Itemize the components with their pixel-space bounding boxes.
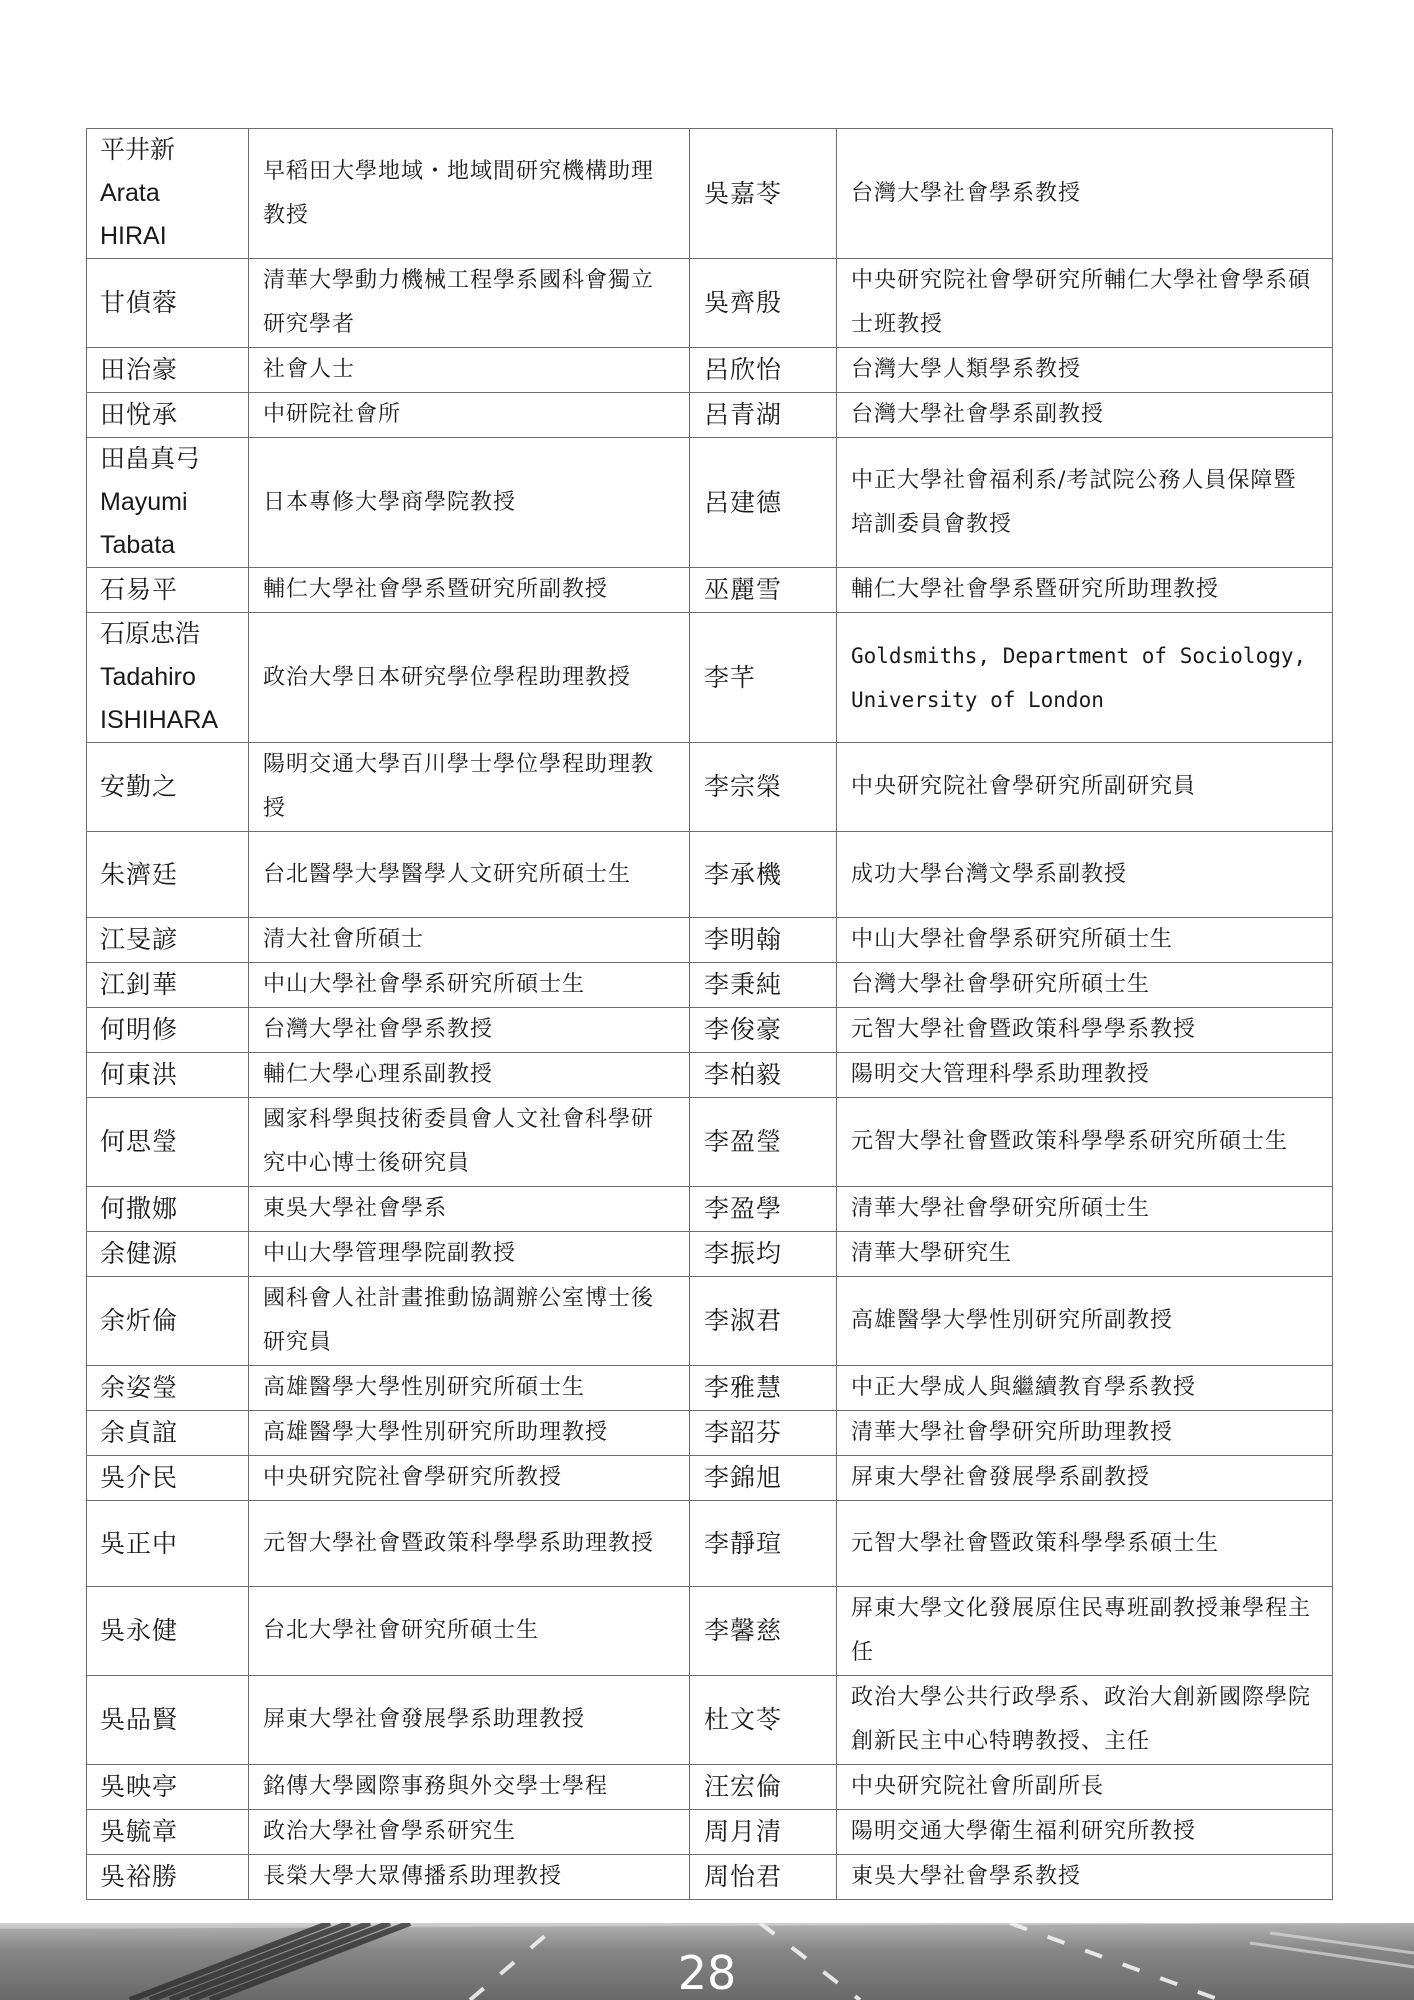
page-number: 28 [677, 1946, 737, 2000]
member-affiliation-left: 國家科學與技術委員會人文社會科學研究中心博士後研究員 [249, 1098, 690, 1187]
table-row [87, 1098, 1333, 1187]
member-affiliation-left: 屏東大學社會發展學系助理教授 [249, 1676, 690, 1765]
member-name-right: 李宗榮 [690, 743, 837, 832]
member-name-right: 巫麗雪 [690, 568, 837, 613]
member-affiliation-right: 中山大學社會學系研究所碩士生 [837, 918, 1333, 963]
member-affiliation-left: 東吳大學社會學系 [249, 1187, 690, 1232]
member-name-left: 安勤之 [87, 743, 249, 832]
member-affiliation-right: 元智大學社會暨政策科學學系碩士生 [837, 1501, 1333, 1587]
member-affiliation-right: 東吳大學社會學系教授 [837, 1855, 1333, 1900]
member-name-left: 何撒娜 [87, 1187, 249, 1232]
member-name-left: 江釗華 [87, 963, 249, 1008]
table-row [87, 1501, 1333, 1587]
member-affiliation-right: 中央研究院社會學研究所輔仁大學社會學系碩士班教授 [837, 259, 1333, 348]
member-name-left: 吳正中 [87, 1501, 249, 1587]
member-name-right: 呂欣怡 [690, 348, 837, 393]
member-name-left: 吳毓章 [87, 1810, 249, 1855]
table-row [87, 1676, 1333, 1765]
table-row [87, 1008, 1333, 1053]
member-affiliation-left: 高雄醫學大學性別研究所助理教授 [249, 1411, 690, 1456]
member-affiliation-right: 輔仁大學社會學系暨研究所助理教授 [837, 568, 1333, 613]
member-affiliation-left: 政治大學社會學系研究生 [249, 1810, 690, 1855]
member-affiliation-left: 高雄醫學大學性別研究所碩士生 [249, 1366, 690, 1411]
member-name-right: 李柏毅 [690, 1053, 837, 1098]
member-affiliation-right: 清華大學研究生 [837, 1232, 1333, 1277]
table-row [87, 613, 1333, 743]
member-name-left: 平井新 Arata HIRAI [87, 129, 249, 259]
table-row [87, 1411, 1333, 1456]
member-affiliation-right: 屏東大學文化發展原住民專班副教授兼學程主任 [837, 1587, 1333, 1676]
member-affiliation-left: 中山大學管理學院副教授 [249, 1232, 690, 1277]
member-affiliation-right: 政治大學公共行政學系、政治大創新國際學院創新民主中心特聘教授、主任 [837, 1676, 1333, 1765]
table-row [87, 259, 1333, 348]
member-affiliation-right: 陽明交通大學衛生福利研究所教授 [837, 1810, 1333, 1855]
member-name-right: 李靜瑄 [690, 1501, 837, 1587]
member-affiliation-right: 台灣大學社會學系教授 [837, 129, 1333, 259]
member-affiliation-left: 中央研究院社會學研究所教授 [249, 1456, 690, 1501]
member-affiliation-right: 清華大學社會學研究所碩士生 [837, 1187, 1333, 1232]
member-name-right: 李芊 [690, 613, 837, 743]
member-name-left: 石原忠浩 Tadahiro ISHIHARA [87, 613, 249, 743]
member-affiliation-right: 台灣大學人類學系教授 [837, 348, 1333, 393]
member-name-right: 吳齊殷 [690, 259, 837, 348]
member-name-right: 李馨慈 [690, 1587, 837, 1676]
table-row [87, 438, 1333, 568]
member-name-right: 李秉純 [690, 963, 837, 1008]
member-name-left: 吳裕勝 [87, 1855, 249, 1900]
member-affiliation-right: 台灣大學社會學系副教授 [837, 393, 1333, 438]
table-row [87, 393, 1333, 438]
table-row [87, 1366, 1333, 1411]
member-name-left: 江旻諺 [87, 918, 249, 963]
member-affiliation-left: 早稻田大學地域・地域間研究機構助理教授 [249, 129, 690, 259]
member-affiliation-left: 台北大學社會研究所碩士生 [249, 1587, 690, 1676]
member-affiliation-right: 清華大學社會學研究所助理教授 [837, 1411, 1333, 1456]
table-row [87, 1456, 1333, 1501]
member-affiliation-right: 中央研究院社會學研究所副研究員 [837, 743, 1333, 832]
table-row [87, 1855, 1333, 1900]
participant-table-body [87, 129, 1333, 1900]
member-affiliation-left: 台灣大學社會學系教授 [249, 1008, 690, 1053]
member-name-right: 李承機 [690, 832, 837, 918]
member-affiliation-left: 中山大學社會學系研究所碩士生 [249, 963, 690, 1008]
member-name-left: 田畠真弓 Mayumi Tabata [87, 438, 249, 568]
member-name-left: 田治豪 [87, 348, 249, 393]
member-name-right: 李振均 [690, 1232, 837, 1277]
member-name-left: 余貞誼 [87, 1411, 249, 1456]
member-affiliation-right: 中正大學成人與繼續教育學系教授 [837, 1366, 1333, 1411]
member-name-left: 余炘倫 [87, 1277, 249, 1366]
member-affiliation-right: 成功大學台灣文學系副教授 [837, 832, 1333, 918]
member-name-left: 田悅承 [87, 393, 249, 438]
member-name-right: 李淑君 [690, 1277, 837, 1366]
member-name-left: 石易平 [87, 568, 249, 613]
member-name-right: 汪宏倫 [690, 1765, 837, 1810]
member-name-right: 李明翰 [690, 918, 837, 963]
member-affiliation-left: 元智大學社會暨政策科學學系助理教授 [249, 1501, 690, 1587]
member-affiliation-right: 中央研究院社會所副所長 [837, 1765, 1333, 1810]
member-affiliation-left: 清大社會所碩士 [249, 918, 690, 963]
member-name-left: 吳永健 [87, 1587, 249, 1676]
table-row [87, 568, 1333, 613]
table-row [87, 832, 1333, 918]
table-row [87, 129, 1333, 259]
member-name-left: 吳映亭 [87, 1765, 249, 1810]
member-name-right: 李雅慧 [690, 1366, 837, 1411]
member-name-right: 吳嘉苓 [690, 129, 837, 259]
member-name-left: 朱濟廷 [87, 832, 249, 918]
member-affiliation-right: 陽明交大管理科學系助理教授 [837, 1053, 1333, 1098]
table-row [87, 348, 1333, 393]
member-affiliation-left: 輔仁大學心理系副教授 [249, 1053, 690, 1098]
member-name-left: 余姿瑩 [87, 1366, 249, 1411]
table-row [87, 963, 1333, 1008]
member-name-right: 李盈瑩 [690, 1098, 837, 1187]
member-name-left: 余健源 [87, 1232, 249, 1277]
member-name-right: 周怡君 [690, 1855, 837, 1900]
member-affiliation-left: 銘傳大學國際事務與外交學士學程 [249, 1765, 690, 1810]
table-row [87, 1765, 1333, 1810]
table-row [87, 1187, 1333, 1232]
member-affiliation-right: 元智大學社會暨政策科學學系教授 [837, 1008, 1333, 1053]
table-row [87, 1232, 1333, 1277]
member-affiliation-left: 長榮大學大眾傳播系助理教授 [249, 1855, 690, 1900]
member-affiliation-left: 日本專修大學商學院教授 [249, 438, 690, 568]
member-name-left: 何東洪 [87, 1053, 249, 1098]
table-row [87, 1053, 1333, 1098]
member-affiliation-left: 社會人士 [249, 348, 690, 393]
member-name-left: 何明修 [87, 1008, 249, 1053]
member-affiliation-left: 國科會人社計畫推動協調辦公室博士後研究員 [249, 1277, 690, 1366]
member-affiliation-left: 中研院社會所 [249, 393, 690, 438]
member-name-right: 李韶芬 [690, 1411, 837, 1456]
member-affiliation-right: 高雄醫學大學性別研究所副教授 [837, 1277, 1333, 1366]
member-affiliation-right: 元智大學社會暨政策科學學系研究所碩士生 [837, 1098, 1333, 1187]
member-name-left: 何思瑩 [87, 1098, 249, 1187]
table-row [87, 1277, 1333, 1366]
member-affiliation-left: 政治大學日本研究學位學程助理教授 [249, 613, 690, 743]
member-name-right: 周月清 [690, 1810, 837, 1855]
member-affiliation-left: 輔仁大學社會學系暨研究所副教授 [249, 568, 690, 613]
table-row [87, 918, 1333, 963]
member-affiliation-left: 清華大學動力機械工程學系國科會獨立研究學者 [249, 259, 690, 348]
member-affiliation-right: 中正大學社會福利系/考試院公務人員保障暨培訓委員會教授 [837, 438, 1333, 568]
member-name-left: 甘偵蓉 [87, 259, 249, 348]
member-name-right: 李盈學 [690, 1187, 837, 1232]
table-row [87, 1810, 1333, 1855]
member-affiliation-left: 台北醫學大學醫學人文研究所碩士生 [249, 832, 690, 918]
participant-table [86, 128, 1333, 1900]
member-name-right: 李錦旭 [690, 1456, 837, 1501]
member-name-right: 呂青湖 [690, 393, 837, 438]
member-name-left: 吳介民 [87, 1456, 249, 1501]
member-affiliation-right: 屏東大學社會發展學系副教授 [837, 1456, 1333, 1501]
member-name-right: 杜文苓 [690, 1676, 837, 1765]
member-name-right: 呂建德 [690, 438, 837, 568]
member-affiliation-right: Goldsmiths, Department of Sociology, University of London [837, 613, 1333, 743]
table-row [87, 743, 1333, 832]
member-name-right: 李俊豪 [690, 1008, 837, 1053]
table-row [87, 1587, 1333, 1676]
member-affiliation-right: 台灣大學社會學研究所碩士生 [837, 963, 1333, 1008]
member-affiliation-left: 陽明交通大學百川學士學位學程助理教授 [249, 743, 690, 832]
member-name-left: 吳品賢 [87, 1676, 249, 1765]
